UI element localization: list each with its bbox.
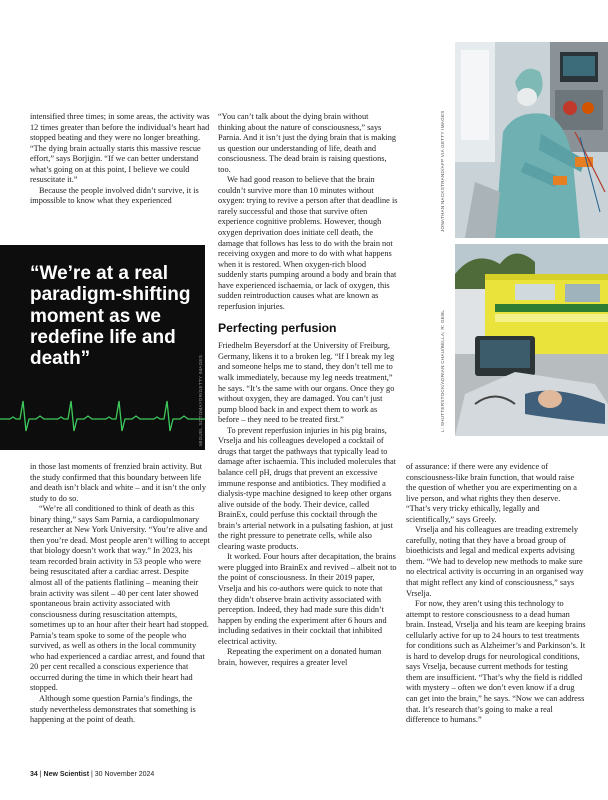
image-credit: MIGUEL SOTOMAYOR/GETTY IMAGES xyxy=(198,354,203,446)
image-credit: L: SHUTTERSTOCK/ADRIAN CHAU/BELLA; R: GEBL xyxy=(440,309,445,432)
paragraph: “We’re all conditioned to think of death as this binary thing,” says Sam Parnia, a cardiopulmonary researcher at New York University. “You’re alive and then you’re dead. Most people aren’t willing to accept that biology doesn’t work that way.” In 2023, his team recorded brain activity in 53 people who were being resuscitated after a cardiac arrest. Despite almost all of the patients flatlining – meaning their brain activity was silent – 40 per cent later showed spontaneous brain activity associated with consciousness during resuscitation attempts, sometimes up to an hour after their heart had stopped. Parnia’s team spoke to some of the people who survived, as well as others in the local community who had experienced a cardiac arrest, and found that 20 per cent recalled a conscious experience that occurred during the time in which their heart had stopped. xyxy=(30,504,210,693)
issue-date: 30 November 2024 xyxy=(94,771,155,778)
paragraph: Because the people involved didn’t survive, it is impossible to know what they experienced xyxy=(30,185,199,206)
column-1-top xyxy=(30,112,210,207)
paragraph: Repeating the experiment on a donated human brain, however, requires a greater level xyxy=(218,647,382,667)
column-2 xyxy=(218,112,398,668)
paragraph: “You can’t talk about the dying brain without thinking about the nature of consciousness,” says Parnia. And it isn’t just the dying brain that is making us question our understanding of life, death and consciousness. The dead brain is raising questions, too. xyxy=(218,112,396,174)
paragraph: of assurance: if there were any evidence of consciousness-like brain function, that would raise the question of whether you are experimenting on a live person, and what rights they then deserve. “That’s very tricky ethically, legally and scientifically,” says Greely. xyxy=(406,462,577,524)
paragraph: Friedhelm Beyersdorf at the University of Freiburg, Germany, likens it to a broken leg. “If I break my leg and someone helps me to stand, they don’t tell me to walk immediately, because my leg needs treatment,” he says. “It’s the same with our organs. Once they go without oxygen, they are damaged. You can’t just pump blood back in and expect them to work as before – they need to be treated first.” xyxy=(218,341,395,425)
subheading: Perfecting perfusion xyxy=(218,321,337,336)
paragraph: intensified three times; in some areas, the activity was 12 times greater than before the individual’s heart had stopped beating and they were no longer breathing. “The dying brain actually starts this massive rescue effort,” says Borjigin. “If we can better understand what’s going on at this point, I believe we could resuscitate it.” xyxy=(30,112,210,185)
page-number: 34 xyxy=(30,771,38,778)
column-1-bottom xyxy=(30,462,210,726)
pull-quote-panel xyxy=(0,245,205,450)
paragraph: Vrselja and his colleagues are treading extremely carefully, noting that they have a broad group of bioethicists and legal and medical experts advising them. “We had to develop new methods to make sure no electrical activity is occurring in an organised way that might reflect any kind of consciousness,” says Vrselja. xyxy=(406,525,584,598)
page-footer: 34 | New Scientist | 30 November 2024 xyxy=(30,771,155,778)
pull-quote: “We’re at a real paradigm-shifting moment as we redefine life and death” xyxy=(30,263,191,370)
paragraph: Although some question Parnia’s findings, the study nevertheless demonstrates that something is happening at the point of death. xyxy=(30,694,196,725)
paragraph: It worked. Four hours after decapitation, the brains were plugged into BrainEx and revived – albeit not to the point of consciousness. In their 2019 paper, Vrselja and his co-authors were quick to note that they didn’t observe brain activity associated with perception. Indeed, they had made sure this didn’t happen by ending the experiment after 6 hours and including sedatives in their cocktail that inhibited electrical activity. xyxy=(218,552,397,646)
icu-photo xyxy=(455,42,608,238)
ambulance-photo xyxy=(455,244,608,436)
paragraph: For now, they aren’t using this technology to attempt to restore consciousness to a dead human brain. Instead, Vrselja and his team are keeping brains cellularly active for up to 24 hours to test treatments for conditions such as Alzheimer’s and Parkinson’s. It is hard to develop drugs for neurological conditions, says Vrselja, because current methods for testing them are insufficient. “That’s why the field is riddled with mystery – often we don’t even know if a drug can get into the brain,” he says. “Now we can address that. It’s research that’s going to make a real difference to humans.” xyxy=(406,599,586,725)
paragraph: in those last moments of frenzied brain activity. But the study confirmed that this boundary between life and death isn’t black and white – and it isn’t the only study to do so. xyxy=(30,462,206,503)
image-credit: JONATHAN NACKSTRAND/AFP VIA GETTY IMAGES xyxy=(440,110,445,232)
paragraph: To prevent reperfusion injuries in his pig brains, Vrselja and his colleagues developed a cocktail of drugs that target the pathways that typically lead to damage after ischaemia. This included molecules that balance cell pH, drugs that prevent an excessive immune response and antibiotics. They modified a dialysis-type machine designed to keep other organs alive outside of the body. Their device, called BrainEx, could perfuse this cocktail through the brain’s arterial network in a pulsating fashion, at just the right pressure to penetrate cells, while also clearing waste products. xyxy=(218,425,396,551)
column-3 xyxy=(406,462,586,726)
publication-name: New Scientist xyxy=(43,771,90,778)
paragraph: We had good reason to believe that the brain couldn’t survive more than 10 minutes without oxygen: trying to revive a person after that deadline is rarely successful and those that survive often experience cognitive problems. However, though oxygen deprivation does initiate cell death, the damage that follows has less to do with the brain not receiving oxygen and more to do with what happens when it is restored. When oxygen-rich blood suddenly starts pumping around a body and brain that have experienced ischaemia, or lack of oxygen, this sudden reintroduction causes what are known as reperfusion injuries. xyxy=(218,175,398,311)
ecg-trace-graphic xyxy=(0,397,205,437)
